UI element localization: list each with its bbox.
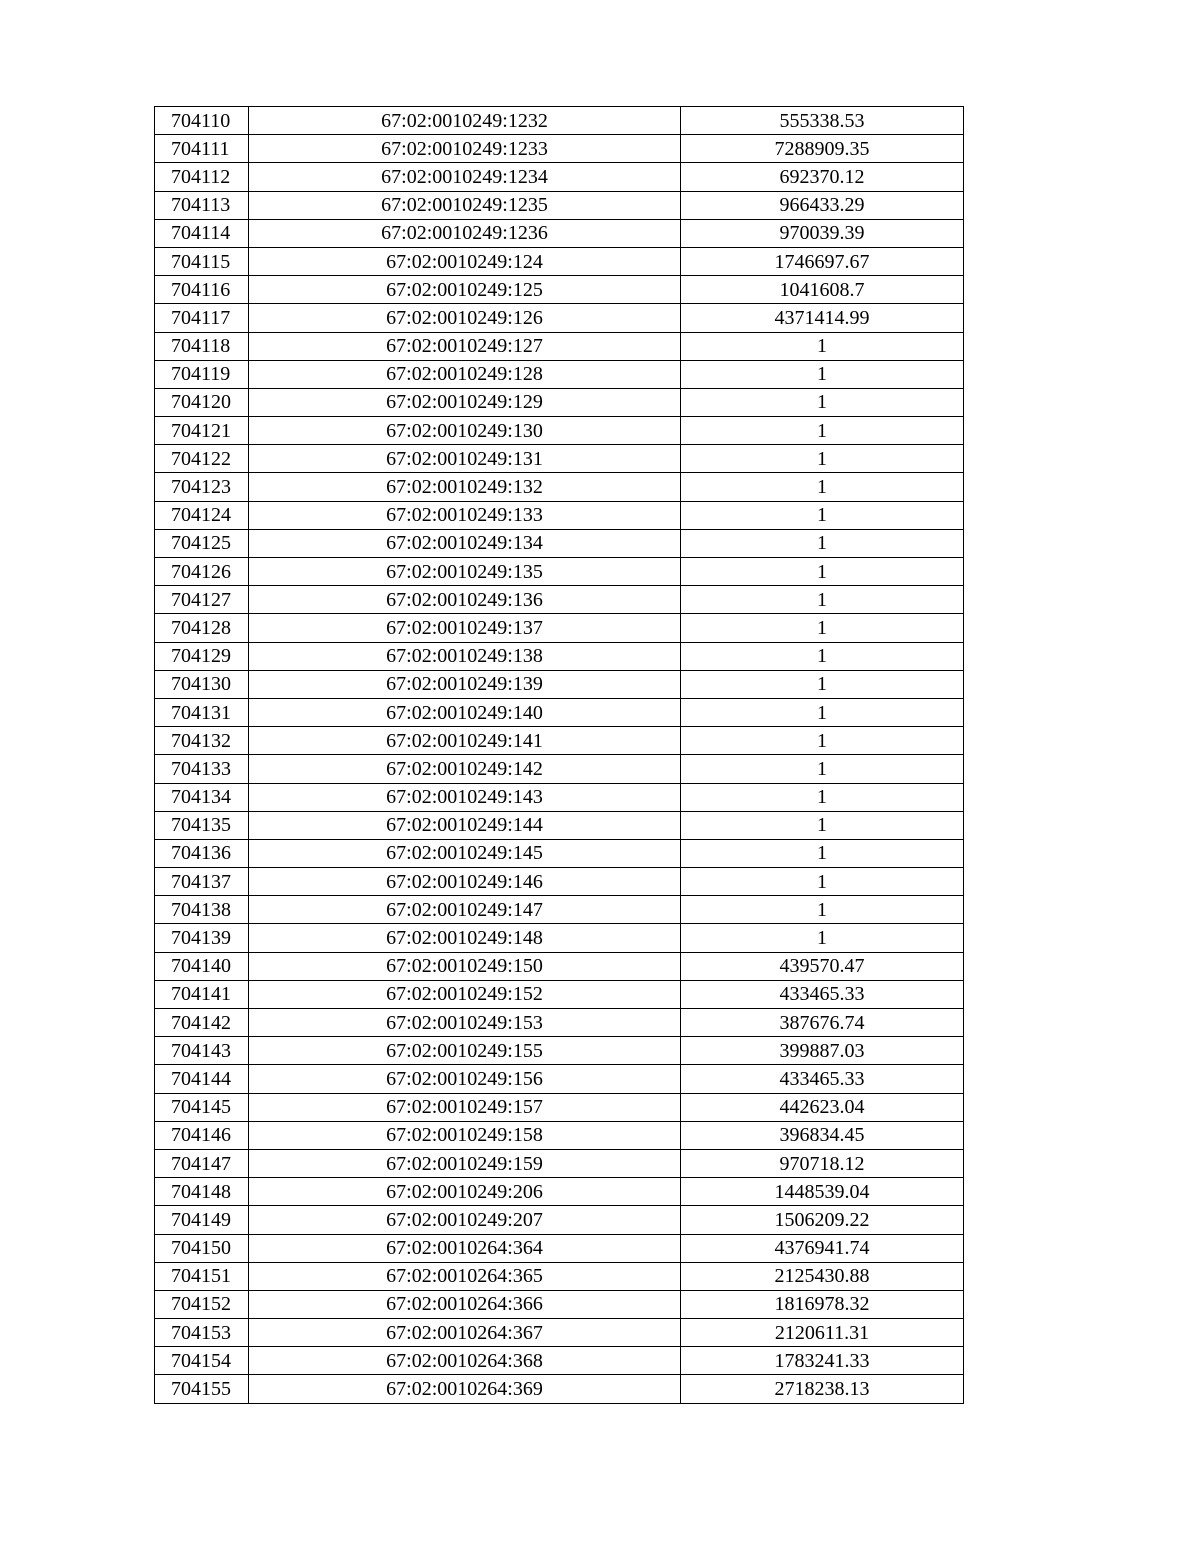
- table-row: [155, 868, 964, 896]
- row-number-cell: 704131: [155, 698, 249, 726]
- table-row: [155, 1121, 964, 1149]
- cadastral-number-cell: 67:02:0010249:1233: [249, 135, 681, 163]
- row-number-cell: 704145: [155, 1093, 249, 1121]
- value-cell: 1: [681, 642, 964, 670]
- cadastral-number-cell: 67:02:0010249:152: [249, 980, 681, 1008]
- cadastral-number-cell: 67:02:0010249:145: [249, 839, 681, 867]
- row-number-cell: 704127: [155, 586, 249, 614]
- value-cell: 442623.04: [681, 1093, 964, 1121]
- table-row: [155, 360, 964, 388]
- row-number-cell: 704141: [155, 980, 249, 1008]
- cadastral-number-cell: 67:02:0010249:140: [249, 698, 681, 726]
- row-number-cell: 704144: [155, 1065, 249, 1093]
- table-row: [155, 980, 964, 1008]
- row-number-cell: 704155: [155, 1375, 249, 1403]
- table-row: [155, 1206, 964, 1234]
- row-number-cell: 704133: [155, 755, 249, 783]
- value-cell: 1448539.04: [681, 1178, 964, 1206]
- table-row: [155, 727, 964, 755]
- row-number-cell: 704150: [155, 1234, 249, 1262]
- cadastral-number-cell: 67:02:0010249:157: [249, 1093, 681, 1121]
- cadastral-number-cell: 67:02:0010249:129: [249, 388, 681, 416]
- table-body: [155, 107, 964, 1404]
- table-row: [155, 558, 964, 586]
- table-row: [155, 839, 964, 867]
- cadastral-number-cell: 67:02:0010264:368: [249, 1347, 681, 1375]
- row-number-cell: 704130: [155, 670, 249, 698]
- value-cell: 966433.29: [681, 191, 964, 219]
- row-number-cell: 704121: [155, 417, 249, 445]
- table-row: [155, 529, 964, 557]
- row-number-cell: 704134: [155, 783, 249, 811]
- value-cell: 433465.33: [681, 980, 964, 1008]
- value-cell: 1041608.7: [681, 276, 964, 304]
- value-cell: 1: [681, 586, 964, 614]
- table-row: [155, 896, 964, 924]
- cadastral-number-cell: 67:02:0010249:138: [249, 642, 681, 670]
- row-number-cell: 704114: [155, 219, 249, 247]
- value-cell: 1: [681, 332, 964, 360]
- value-cell: 1: [681, 501, 964, 529]
- row-number-cell: 704117: [155, 304, 249, 332]
- row-number-cell: 704126: [155, 558, 249, 586]
- row-number-cell: 704125: [155, 529, 249, 557]
- row-number-cell: 704149: [155, 1206, 249, 1234]
- table-row: [155, 219, 964, 247]
- row-number-cell: 704153: [155, 1319, 249, 1347]
- value-cell: 1: [681, 783, 964, 811]
- cadastral-number-cell: 67:02:0010249:131: [249, 445, 681, 473]
- value-cell: 970718.12: [681, 1149, 964, 1177]
- cadastral-number-cell: 67:02:0010249:1234: [249, 163, 681, 191]
- row-number-cell: 704152: [155, 1290, 249, 1318]
- row-number-cell: 704112: [155, 163, 249, 191]
- row-number-cell: 704146: [155, 1121, 249, 1149]
- value-cell: 1: [681, 868, 964, 896]
- cadastral-number-cell: 67:02:0010249:137: [249, 614, 681, 642]
- row-number-cell: 704122: [155, 445, 249, 473]
- cadastral-number-cell: 67:02:0010249:159: [249, 1149, 681, 1177]
- table-row: [155, 1093, 964, 1121]
- table-row: [155, 1319, 964, 1347]
- table-row: [155, 191, 964, 219]
- value-cell: 1: [681, 811, 964, 839]
- table-row: [155, 107, 964, 135]
- cadastral-number-cell: 67:02:0010249:158: [249, 1121, 681, 1149]
- value-cell: 1: [681, 417, 964, 445]
- value-cell: 1: [681, 388, 964, 416]
- cadastral-number-cell: 67:02:0010249:124: [249, 247, 681, 275]
- table-row: [155, 417, 964, 445]
- value-cell: 7288909.35: [681, 135, 964, 163]
- table-row: [155, 811, 964, 839]
- value-cell: 396834.45: [681, 1121, 964, 1149]
- cadastral-number-cell: 67:02:0010249:207: [249, 1206, 681, 1234]
- cadastral-number-cell: 67:02:0010264:364: [249, 1234, 681, 1262]
- row-number-cell: 704116: [155, 276, 249, 304]
- value-cell: 1783241.33: [681, 1347, 964, 1375]
- row-number-cell: 704143: [155, 1037, 249, 1065]
- cadastral-number-cell: 67:02:0010249:147: [249, 896, 681, 924]
- table-row: [155, 614, 964, 642]
- cadastral-number-cell: 67:02:0010264:369: [249, 1375, 681, 1403]
- table-row: [155, 473, 964, 501]
- cadastral-number-cell: 67:02:0010249:135: [249, 558, 681, 586]
- row-number-cell: 704135: [155, 811, 249, 839]
- value-cell: 1: [681, 558, 964, 586]
- row-number-cell: 704118: [155, 332, 249, 360]
- row-number-cell: 704124: [155, 501, 249, 529]
- cadastral-number-cell: 67:02:0010249:148: [249, 924, 681, 952]
- table-row: [155, 586, 964, 614]
- value-cell: 2120611.31: [681, 1319, 964, 1347]
- cadastral-number-cell: 67:02:0010249:141: [249, 727, 681, 755]
- row-number-cell: 704147: [155, 1149, 249, 1177]
- table-row: [155, 1234, 964, 1262]
- value-cell: 1816978.32: [681, 1290, 964, 1318]
- row-number-cell: 704139: [155, 924, 249, 952]
- cadastral-number-cell: 67:02:0010249:150: [249, 952, 681, 980]
- cadastral-number-cell: 67:02:0010249:128: [249, 360, 681, 388]
- value-cell: 970039.39: [681, 219, 964, 247]
- cadastral-number-cell: 67:02:0010249:130: [249, 417, 681, 445]
- value-cell: 1: [681, 727, 964, 755]
- row-number-cell: 704119: [155, 360, 249, 388]
- value-cell: 555338.53: [681, 107, 964, 135]
- table-row: [155, 670, 964, 698]
- data-table: [154, 106, 964, 1404]
- row-number-cell: 704151: [155, 1262, 249, 1290]
- row-number-cell: 704138: [155, 896, 249, 924]
- row-number-cell: 704111: [155, 135, 249, 163]
- row-number-cell: 704132: [155, 727, 249, 755]
- table-row: [155, 1178, 964, 1206]
- table-row: [155, 276, 964, 304]
- table-row: [155, 332, 964, 360]
- cadastral-number-cell: 67:02:0010249:132: [249, 473, 681, 501]
- cadastral-number-cell: 67:02:0010249:153: [249, 1009, 681, 1037]
- cadastral-number-cell: 67:02:0010249:136: [249, 586, 681, 614]
- row-number-cell: 704113: [155, 191, 249, 219]
- value-cell: 1: [681, 924, 964, 952]
- value-cell: 1: [681, 445, 964, 473]
- table-row: [155, 501, 964, 529]
- row-number-cell: 704148: [155, 1178, 249, 1206]
- value-cell: 1: [681, 529, 964, 557]
- value-cell: 1: [681, 360, 964, 388]
- row-number-cell: 704137: [155, 868, 249, 896]
- value-cell: 1746697.67: [681, 247, 964, 275]
- table-row: [155, 135, 964, 163]
- value-cell: 1: [681, 670, 964, 698]
- cadastral-number-cell: 67:02:0010249:1235: [249, 191, 681, 219]
- row-number-cell: 704123: [155, 473, 249, 501]
- cadastral-number-cell: 67:02:0010249:1232: [249, 107, 681, 135]
- value-cell: 1506209.22: [681, 1206, 964, 1234]
- cadastral-number-cell: 67:02:0010249:126: [249, 304, 681, 332]
- table-row: [155, 163, 964, 191]
- row-number-cell: 704136: [155, 839, 249, 867]
- value-cell: 1: [681, 473, 964, 501]
- table-row: [155, 445, 964, 473]
- cadastral-number-cell: 67:02:0010249:144: [249, 811, 681, 839]
- row-number-cell: 704154: [155, 1347, 249, 1375]
- cadastral-number-cell: 67:02:0010249:1236: [249, 219, 681, 247]
- cadastral-number-cell: 67:02:0010249:133: [249, 501, 681, 529]
- value-cell: 1: [681, 896, 964, 924]
- row-number-cell: 704142: [155, 1009, 249, 1037]
- cadastral-number-cell: 67:02:0010249:139: [249, 670, 681, 698]
- table-row: [155, 698, 964, 726]
- cadastral-number-cell: 67:02:0010249:146: [249, 868, 681, 896]
- value-cell: 2718238.13: [681, 1375, 964, 1403]
- row-number-cell: 704120: [155, 388, 249, 416]
- cadastral-number-cell: 67:02:0010249:155: [249, 1037, 681, 1065]
- table-row: [155, 755, 964, 783]
- value-cell: 439570.47: [681, 952, 964, 980]
- table-row: [155, 1262, 964, 1290]
- table-row: [155, 388, 964, 416]
- value-cell: 399887.03: [681, 1037, 964, 1065]
- cadastral-number-cell: 67:02:0010249:142: [249, 755, 681, 783]
- value-cell: 387676.74: [681, 1009, 964, 1037]
- table-row: [155, 952, 964, 980]
- cadastral-number-cell: 67:02:0010249:127: [249, 332, 681, 360]
- value-cell: 2125430.88: [681, 1262, 964, 1290]
- table-row: [155, 924, 964, 952]
- row-number-cell: 704129: [155, 642, 249, 670]
- cadastral-number-cell: 67:02:0010249:125: [249, 276, 681, 304]
- table-row: [155, 247, 964, 275]
- cadastral-number-cell: 67:02:0010264:365: [249, 1262, 681, 1290]
- value-cell: 1: [681, 839, 964, 867]
- table-row: [155, 783, 964, 811]
- row-number-cell: 704115: [155, 247, 249, 275]
- row-number-cell: 704140: [155, 952, 249, 980]
- value-cell: 4376941.74: [681, 1234, 964, 1262]
- table-row: [155, 1037, 964, 1065]
- table-row: [155, 304, 964, 332]
- value-cell: 1: [681, 698, 964, 726]
- value-cell: 692370.12: [681, 163, 964, 191]
- cadastral-number-cell: 67:02:0010249:134: [249, 529, 681, 557]
- table-row: [155, 1290, 964, 1318]
- cadastral-number-cell: 67:02:0010264:366: [249, 1290, 681, 1318]
- value-cell: 4371414.99: [681, 304, 964, 332]
- cadastral-number-cell: 67:02:0010249:156: [249, 1065, 681, 1093]
- value-cell: 1: [681, 755, 964, 783]
- table-row: [155, 1149, 964, 1177]
- table-row: [155, 1009, 964, 1037]
- table-row: [155, 1347, 964, 1375]
- cadastral-number-cell: 67:02:0010249:206: [249, 1178, 681, 1206]
- row-number-cell: 704128: [155, 614, 249, 642]
- cadastral-number-cell: 67:02:0010264:367: [249, 1319, 681, 1347]
- table-row: [155, 1375, 964, 1403]
- row-number-cell: 704110: [155, 107, 249, 135]
- table-row: [155, 1065, 964, 1093]
- table-row: [155, 642, 964, 670]
- value-cell: 1: [681, 614, 964, 642]
- value-cell: 433465.33: [681, 1065, 964, 1093]
- cadastral-number-cell: 67:02:0010249:143: [249, 783, 681, 811]
